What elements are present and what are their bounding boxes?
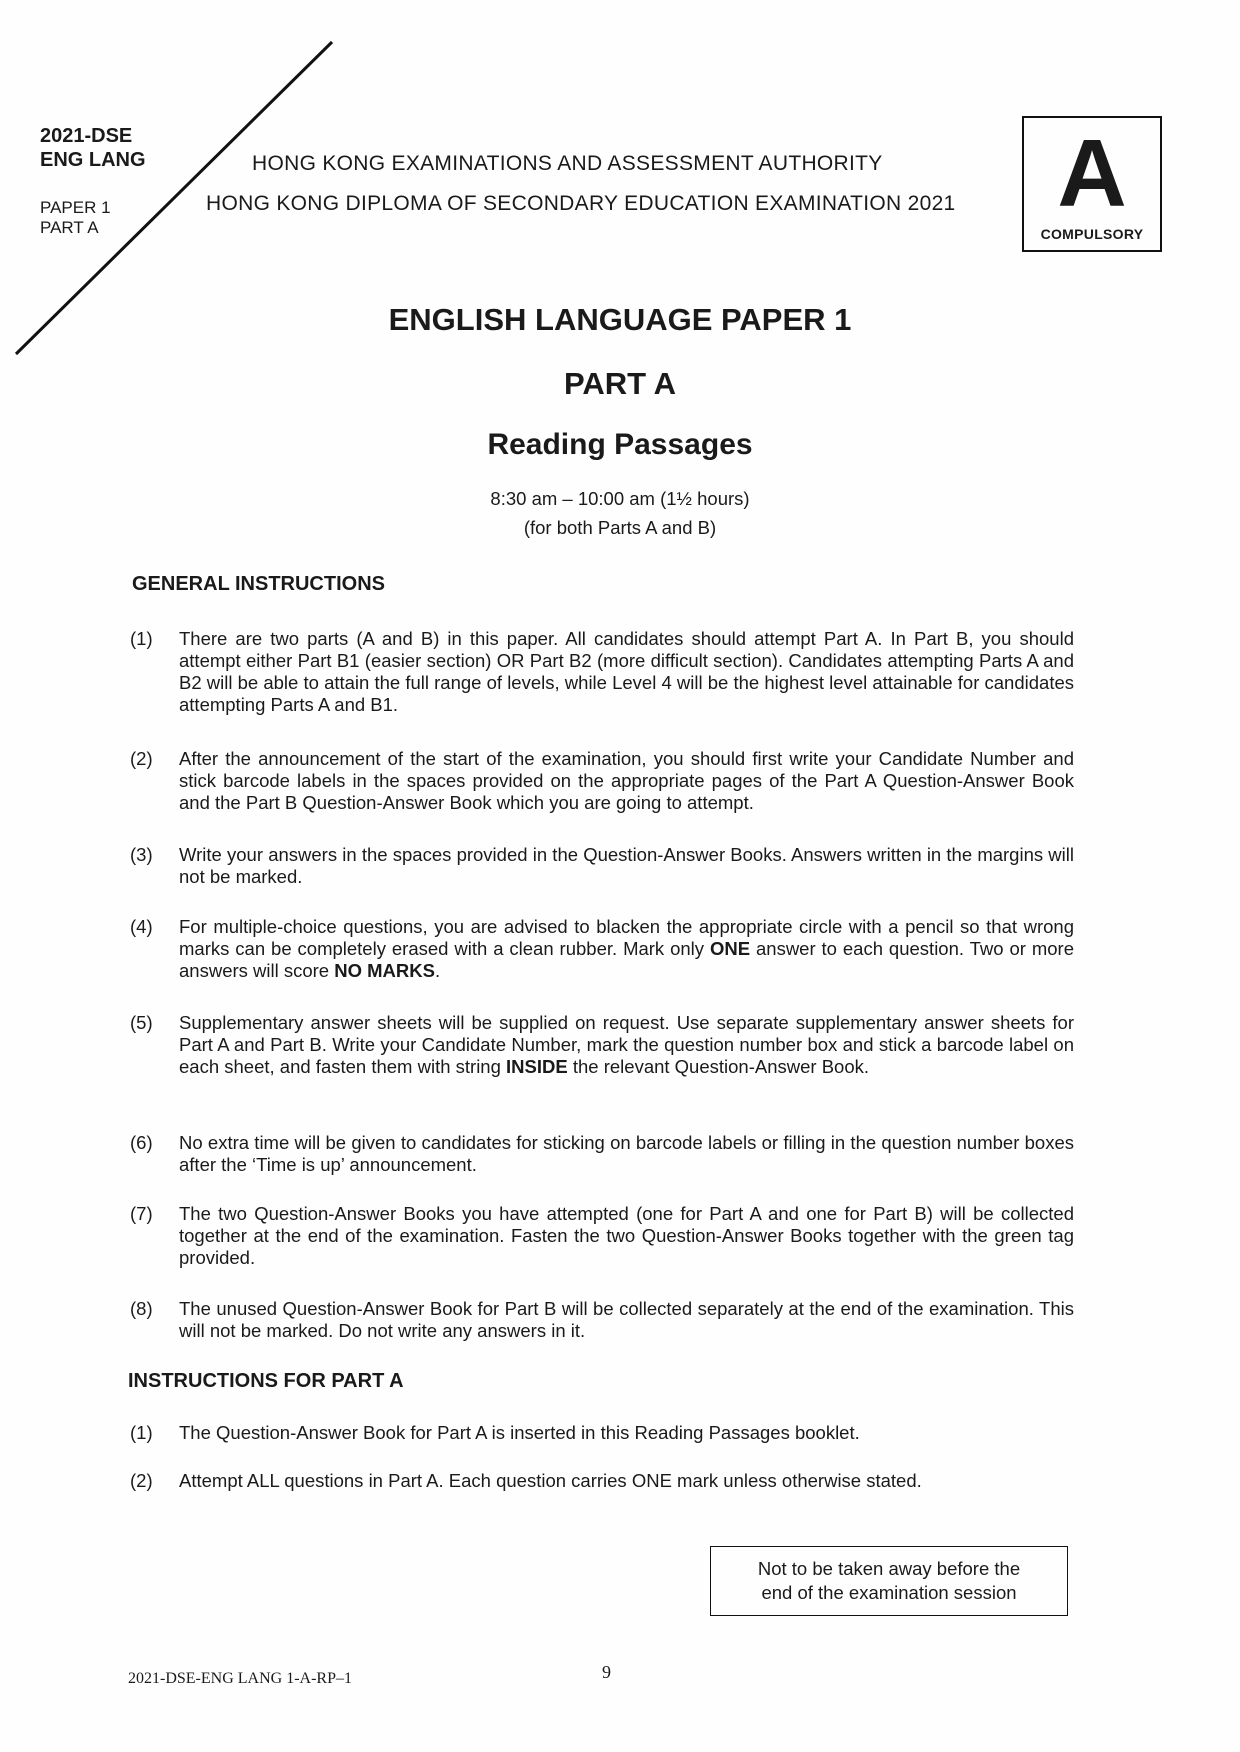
- corner-year-dse: 2021-DSE: [40, 125, 133, 147]
- item-number: (1): [130, 1422, 153, 1443]
- instruction-item: [130, 628, 1074, 716]
- instruction-item: [130, 1012, 1074, 1078]
- corner-paper-number: PAPER 1: [40, 198, 111, 217]
- general-instructions-heading: GENERAL INSTRUCTIONS: [132, 573, 385, 595]
- item-text: The Question-Answer Book for Part A is inserted in this Reading Passages booklet.: [179, 1422, 860, 1443]
- page-number: 9: [602, 1662, 611, 1682]
- compulsory-badge: [1022, 116, 1162, 252]
- item-text: The unused Question-Answer Book for Part B will be collected separately at the end of the examination. This will not be marked. Do not write any answers in it.: [179, 1298, 1074, 1341]
- instruction-item: [130, 1422, 1074, 1444]
- instruction-item: [130, 1132, 1074, 1176]
- corner-part: PART A: [40, 218, 99, 237]
- item-number: (1): [130, 628, 153, 649]
- exam-name: HONG KONG DIPLOMA OF SECONDARY EDUCATION EXAMINATION 2021: [206, 192, 956, 215]
- instruction-item: [130, 1203, 1074, 1269]
- item-text: Write your answers in the spaces provided in the Question-Answer Books. Answers written in the margins will not be marked.: [179, 844, 1074, 887]
- exam-time-note: (for both Parts A and B): [523, 517, 717, 538]
- part-a-instructions-heading: INSTRUCTIONS FOR PART A: [128, 1370, 404, 1392]
- item-number: (5): [130, 1012, 153, 1033]
- badge-letter: A: [1057, 120, 1127, 227]
- booklet-title: Reading Passages: [487, 428, 753, 461]
- item-text: Supplementary answer sheets will be supplied on request. Use separate supplementary answer sheets for Part A and Part B. Write your Candidate Number, mark the question number box and stick a barcode label on each sheet, and fasten them with string INSIDE the relevant Question-Answer Book.: [179, 1012, 1074, 1077]
- instruction-item: [130, 844, 1074, 888]
- item-text: For multiple-choice questions, you are advised to blacken the appropriate circle with a pencil so that wrong marks can be completely erased with a clean rubber. Mark only ONE answer to each question. Two or more answers will score NO MARKS.: [179, 916, 1074, 981]
- item-text: There are two parts (A and B) in this paper. All candidates should attempt Part A. In Part B, you should attempt either Part B1 (easier section) OR Part B2 (more difficult section). Candidates attempting Parts A and B2 will be able to attain the full range of levels, while Level 4 will be the highest level attainable for candidates attempting Parts A and B1.: [179, 628, 1074, 715]
- item-number: (8): [130, 1298, 153, 1319]
- instruction-item: [130, 1298, 1074, 1342]
- item-number: (2): [130, 748, 153, 769]
- badge-label: COMPULSORY: [1040, 226, 1144, 242]
- part-title: PART A: [564, 366, 676, 401]
- instruction-item: [130, 748, 1074, 814]
- paper-title: ENGLISH LANGUAGE PAPER 1: [388, 302, 852, 337]
- notice-line-2: end of the examination session: [761, 1582, 1017, 1603]
- instruction-item: [130, 916, 1074, 982]
- document-code: 2021-DSE-ENG LANG 1-A-RP–1: [128, 1670, 352, 1687]
- corner-subject: ENG LANG: [40, 149, 146, 171]
- notice-line-1: Not to be taken away before the: [757, 1558, 1021, 1579]
- item-text: No extra time will be given to candidates for sticking on barcode labels or filling in the question number boxes after the ‘Time is up’ announcement.: [179, 1132, 1074, 1175]
- item-number: (7): [130, 1203, 153, 1224]
- item-number: (6): [130, 1132, 153, 1153]
- exam-time: 8:30 am – 10:00 am (1½ hours): [490, 488, 750, 509]
- instruction-item: [130, 1470, 1074, 1492]
- item-number: (2): [130, 1470, 153, 1491]
- item-number: (4): [130, 916, 153, 937]
- item-text: After the announcement of the start of the examination, you should first write your Candidate Number and stick barcode labels in the spaces provided on the appropriate pages of the Part A Question-Answer Book and the Part B Question-Answer Book which you are going to attempt.: [179, 748, 1074, 813]
- authority-name: HONG KONG EXAMINATIONS AND ASSESSMENT AUTHORITY: [252, 152, 883, 175]
- item-text: The two Question-Answer Books you have attempted (one for Part A and one for Part B) will be collected together at the end of the examination. Fasten the two Question-Answer Books together with the green tag provided.: [179, 1203, 1074, 1268]
- item-text: Attempt ALL questions in Part A. Each question carries ONE mark unless otherwise stated.: [179, 1470, 922, 1491]
- item-number: (3): [130, 844, 153, 865]
- corner-code: [40, 124, 146, 172]
- take-away-notice: [710, 1546, 1068, 1616]
- corner-paper: [40, 198, 111, 238]
